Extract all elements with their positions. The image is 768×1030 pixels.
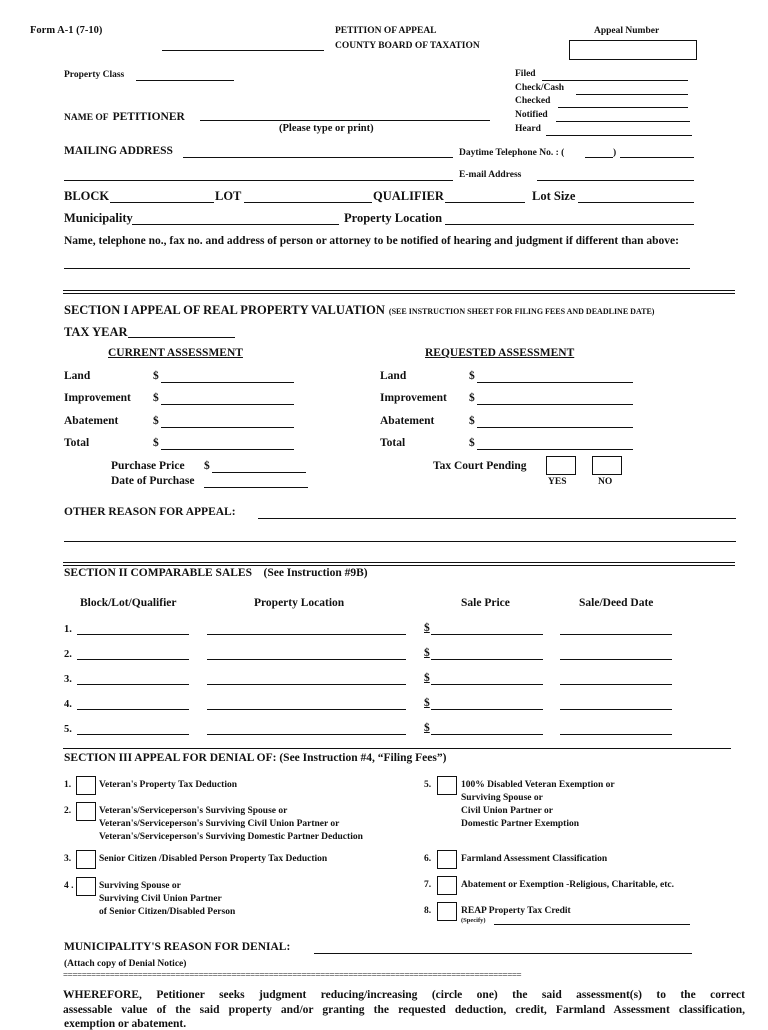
other-reason-line-2[interactable] <box>64 541 736 542</box>
requested-improvement-line[interactable] <box>477 404 633 405</box>
item-number: 3. <box>64 854 72 864</box>
row-number: 2. <box>64 649 72 660</box>
item-number: 2. <box>64 806 72 816</box>
check-cash-label: Check/Cash <box>515 83 565 93</box>
daytime-phone-label: Daytime Telephone No. : ( <box>459 148 565 158</box>
dollar-sign: $ <box>469 437 475 449</box>
block-lot-line[interactable] <box>77 734 189 735</box>
requested-land-label: Land <box>380 370 407 382</box>
wherefore-line-1: WHEREFORE, Petitioner seeks judgment reducing/increasing (circle one) the said assessment(s) to the correct <box>63 989 745 1001</box>
wherefore-line-2: assessable value of the said property and/or granting the requested deduction, credit, Farmland Assessment classification, <box>63 1004 745 1016</box>
phone-area-code-line[interactable] <box>585 157 613 158</box>
requested-total-label: Total <box>380 437 406 449</box>
reap-credit-checkbox[interactable] <box>437 902 457 921</box>
item-label: Surviving Civil Union Partner <box>99 894 222 904</box>
lot-size-label: Lot Size <box>532 189 576 203</box>
item-label: Surviving Spouse or <box>461 793 543 803</box>
lot-size-line[interactable] <box>578 202 694 203</box>
email-label: E-mail Address <box>459 170 522 180</box>
name-of-petitioner-label: NAME OF PETITIONER <box>64 111 185 123</box>
block-lot-line[interactable] <box>77 659 189 660</box>
current-improvement-line[interactable] <box>161 404 294 405</box>
sale-date-line[interactable] <box>560 684 672 685</box>
surviving-spouse-deduction-checkbox[interactable] <box>76 802 96 821</box>
petitioner-name-line[interactable] <box>200 120 490 121</box>
current-assessment-heading: CURRENT ASSESSMENT <box>108 347 243 359</box>
section-divider <box>63 290 735 294</box>
dollar-sign: $ <box>469 392 475 404</box>
dollar-sign: $ <box>424 722 430 734</box>
heard-label: Heard <box>515 124 541 134</box>
farmland-assessment-checkbox[interactable] <box>437 850 457 869</box>
mailing-address-label: MAILING ADDRESS <box>64 145 173 157</box>
specify-line[interactable] <box>494 924 690 925</box>
section2-title: SECTION II COMPARABLE SALES (See Instruction #9B) <box>64 567 368 579</box>
dollar-sign: $ <box>204 460 210 472</box>
sale-date-line[interactable] <box>560 734 672 735</box>
filed-label: Filed <box>515 69 536 79</box>
requested-abatement-line[interactable] <box>477 427 633 428</box>
dollar-sign: $ <box>469 370 475 382</box>
attach-denial-note: (Attach copy of Denial Notice) <box>64 959 187 969</box>
requested-total-line[interactable] <box>477 449 633 450</box>
block-lot-line[interactable] <box>77 634 189 635</box>
property-class-label: Property Class <box>64 70 125 80</box>
municipality-line[interactable] <box>132 224 339 225</box>
mailing-address-line-1[interactable] <box>183 157 453 158</box>
phone-paren-close: ) <box>613 148 617 158</box>
dollar-sign: $ <box>424 622 430 634</box>
other-reason-label: OTHER REASON FOR APPEAL: <box>64 506 236 518</box>
municipality-reason-line[interactable] <box>314 953 692 954</box>
tax-court-pending-label: Tax Court Pending <box>433 460 527 472</box>
lot-line[interactable] <box>244 202 372 203</box>
filed-line[interactable] <box>542 80 688 81</box>
sale-price-line[interactable] <box>431 684 543 685</box>
check-cash-line[interactable] <box>576 94 688 95</box>
row-number: 4. <box>64 699 72 710</box>
item-number: 8. <box>424 906 432 916</box>
disabled-veteran-exemption-checkbox[interactable] <box>437 776 457 795</box>
notify-attorney-note: Name, telephone no., fax no. and address of person or attorney to be notified of hearing and judgment if different than above: <box>64 235 679 247</box>
date-of-purchase-line[interactable] <box>204 487 308 488</box>
title-county-board: COUNTY BOARD OF TAXATION <box>335 41 480 51</box>
item-label: Veteran's/Serviceperson's Surviving Civil Union Partner or <box>99 819 340 829</box>
sale-price-line[interactable] <box>431 659 543 660</box>
dollar-sign: $ <box>153 415 159 427</box>
notify-attorney-line[interactable] <box>64 268 690 269</box>
county-name-line[interactable] <box>162 50 324 51</box>
current-abatement-line[interactable] <box>161 427 294 428</box>
section-divider <box>63 562 735 566</box>
abatement-exemption-checkbox[interactable] <box>437 876 457 895</box>
property-class-line[interactable] <box>136 80 234 81</box>
dollar-sign: $ <box>424 647 430 659</box>
item-label: Domestic Partner Exemption <box>461 819 580 829</box>
item-number: 1. <box>64 780 72 790</box>
property-location-line[interactable] <box>445 224 694 225</box>
requested-abatement-label: Abatement <box>380 415 435 427</box>
other-reason-line-1[interactable] <box>258 518 736 519</box>
tax-court-yes-checkbox[interactable] <box>546 456 576 475</box>
current-land-label: Land <box>64 370 91 382</box>
block-label: BLOCK <box>64 189 110 203</box>
senior-citizen-deduction-checkbox[interactable] <box>76 850 96 869</box>
form-id: Form A-1 (7-10) <box>30 25 103 36</box>
date-of-purchase-label: Date of Purchase <box>111 475 195 487</box>
block-line[interactable] <box>110 202 214 203</box>
notified-label: Notified <box>515 110 548 120</box>
block-lot-line[interactable] <box>77 709 189 710</box>
item-label: Civil Union Partner or <box>461 806 553 816</box>
item-label: Veteran's/Serviceperson's Surviving Domestic Partner Deduction <box>99 832 363 842</box>
dollar-sign: $ <box>424 697 430 709</box>
item-label: 100% Disabled Veteran Exemption or <box>461 780 615 790</box>
requested-improvement-label: Improvement <box>380 392 447 404</box>
col-sale-deed-date: Sale/Deed Date <box>579 597 654 609</box>
checked-label: Checked <box>515 96 551 106</box>
block-lot-line[interactable] <box>77 684 189 685</box>
item-label: REAP Property Tax Credit <box>461 906 571 916</box>
property-location-label: Property Location <box>344 211 443 225</box>
dollar-sign: $ <box>153 437 159 449</box>
appeal-number-label: Appeal Number <box>594 26 660 36</box>
separator-line: ================================================================================================== <box>63 970 522 980</box>
item-label: of Senior Citizen/Disabled Person <box>99 907 236 917</box>
wherefore-line-3: exemption or abatement. <box>64 1018 187 1030</box>
sale-price-line[interactable] <box>431 709 543 710</box>
section-divider <box>63 748 731 749</box>
email-line[interactable] <box>537 180 694 181</box>
title-petition: PETITION OF APPEAL <box>335 26 437 36</box>
tax-year-label: TAX YEAR <box>64 325 128 339</box>
heard-line[interactable] <box>546 135 692 136</box>
current-total-line[interactable] <box>161 449 294 450</box>
qualifier-line[interactable] <box>445 202 525 203</box>
current-improvement-label: Improvement <box>64 392 131 404</box>
item-number: 5. <box>424 780 432 790</box>
requested-assessment-heading: REQUESTED ASSESSMENT <box>425 347 575 359</box>
purchase-price-line[interactable] <box>212 472 306 473</box>
yes-label: YES <box>548 477 567 487</box>
dollar-sign: $ <box>153 370 159 382</box>
col-sale-price: Sale Price <box>461 597 510 609</box>
phone-number-line[interactable] <box>620 157 694 158</box>
item-number: 6. <box>424 854 432 864</box>
requested-land-line[interactable] <box>477 382 633 383</box>
item-label: Senior Citizen /Disabled Person Property Tax Deduction <box>99 854 328 864</box>
current-land-line[interactable] <box>161 382 294 383</box>
row-number: 1. <box>64 624 72 635</box>
dollar-sign: $ <box>469 415 475 427</box>
tax-court-no-checkbox[interactable] <box>592 456 622 475</box>
current-total-label: Total <box>64 437 90 449</box>
purchase-price-label: Purchase Price <box>111 460 185 472</box>
col-property-location: Property Location <box>254 597 345 609</box>
sale-date-line[interactable] <box>560 709 672 710</box>
veteran-deduction-checkbox[interactable] <box>76 776 96 795</box>
specify-note: (Specify) <box>461 917 486 924</box>
col-block-lot-qualifier: Block/Lot/Qualifier <box>80 597 177 609</box>
item-label: Veteran's Property Tax Deduction <box>99 780 238 790</box>
sale-price-line[interactable] <box>431 634 543 635</box>
tax-year-line[interactable] <box>128 337 235 338</box>
municipality-label: Municipality <box>64 211 133 225</box>
row-number: 5. <box>64 724 72 735</box>
sale-price-line[interactable] <box>431 734 543 735</box>
location-line[interactable] <box>207 709 406 710</box>
row-number: 3. <box>64 674 72 685</box>
type-print-note: (Please type or print) <box>279 123 374 134</box>
appeal-number-box[interactable] <box>569 40 697 60</box>
checked-line[interactable] <box>558 107 688 108</box>
lot-label: LOT <box>215 189 242 203</box>
location-line[interactable] <box>207 659 406 660</box>
item-label: Abatement or Exemption -Religious, Charitable, etc. <box>461 880 675 890</box>
item-label: Veteran's/Serviceperson's Surviving Spouse or <box>99 806 288 816</box>
surviving-spouse-senior-checkbox[interactable] <box>76 877 96 896</box>
sale-date-line[interactable] <box>560 659 672 660</box>
dollar-sign: $ <box>153 392 159 404</box>
dollar-sign: $ <box>424 672 430 684</box>
item-label: Farmland Assessment Classification <box>461 854 608 864</box>
mailing-address-line-2[interactable] <box>64 180 453 181</box>
municipality-reason-label: MUNICIPALITY'S REASON FOR DENIAL: <box>64 941 291 953</box>
location-line[interactable] <box>207 734 406 735</box>
location-line[interactable] <box>207 684 406 685</box>
location-line[interactable] <box>207 634 406 635</box>
no-label: NO <box>598 477 613 487</box>
section1-title: SECTION I APPEAL OF REAL PROPERTY VALUATION (SEE INSTRUCTION SHEET FOR FILING FEES AND DEADLINE DATE) <box>64 303 655 317</box>
item-label: Surviving Spouse or <box>99 881 181 891</box>
item-number: 4 . <box>64 881 74 891</box>
sale-date-line[interactable] <box>560 634 672 635</box>
section3-title: SECTION III APPEAL FOR DENIAL OF: (See Instruction #4, “Filing Fees”) <box>64 752 447 764</box>
qualifier-label: QUALIFIER <box>373 189 444 203</box>
item-number: 7. <box>424 880 432 890</box>
current-abatement-label: Abatement <box>64 415 119 427</box>
notified-line[interactable] <box>556 121 690 122</box>
